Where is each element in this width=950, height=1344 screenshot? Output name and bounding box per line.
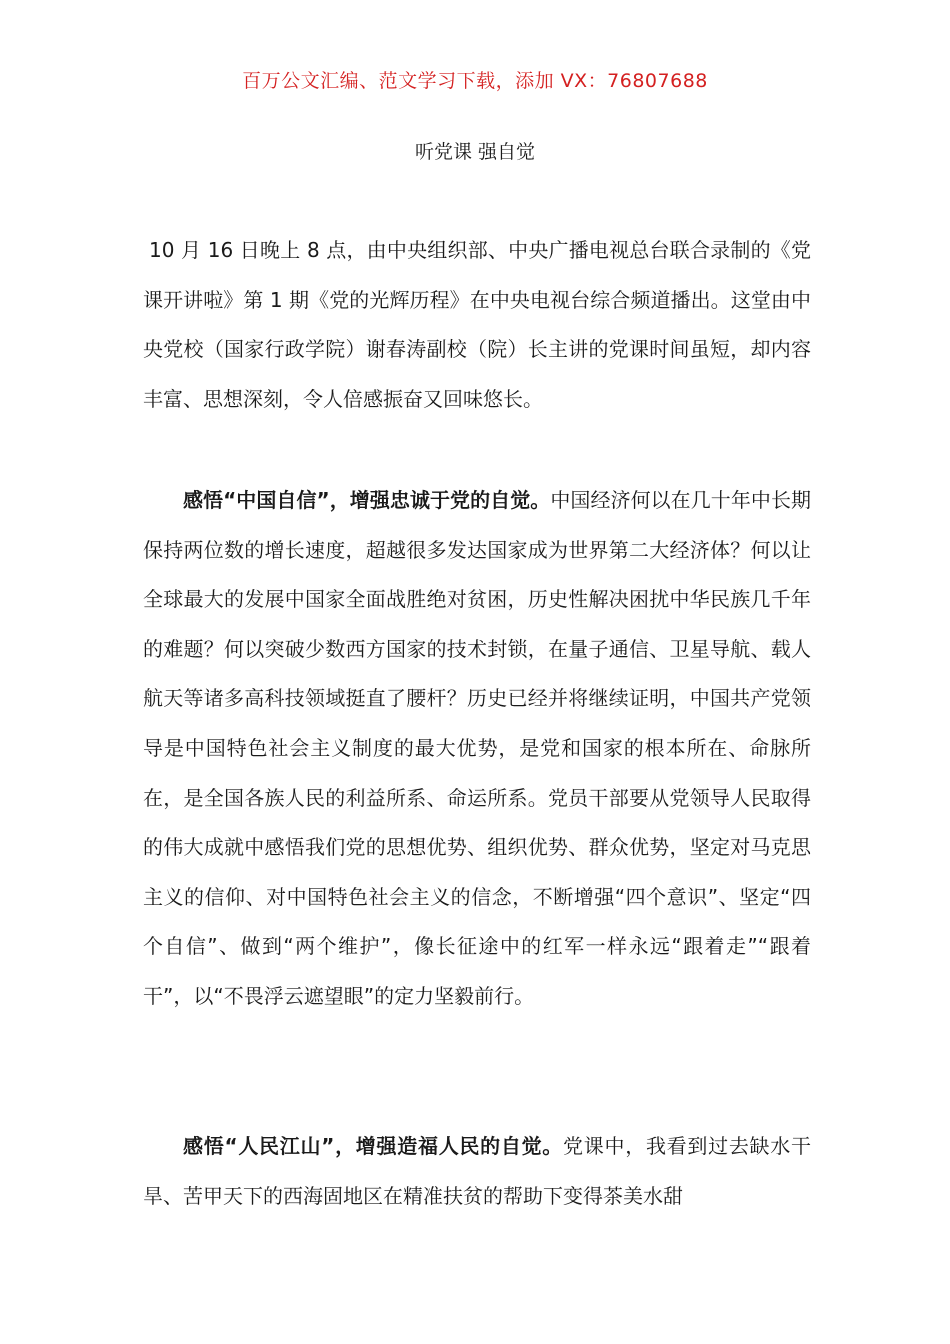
article-title: 听党课 强自觉 bbox=[414, 141, 536, 163]
promo-banner: 百万公文汇编、范文学习下载，添加 VX：76807688 bbox=[242, 70, 708, 92]
paragraph-china-confidence bbox=[143, 476, 811, 1022]
paragraph-lead: 感悟“人民江山”，增强造福人民的自觉。 bbox=[183, 1134, 564, 1158]
paragraph-body: 中国经济何以在几十年中长期保持两位数的增长速度，超越很多发达国家成为世界第二大经济体？何以让全球最大的发展中国家全面战胜绝对贫困，历史性解决困扰中华民族几千年的难题？何以突破少数西方国家的技术封锁，在量子通信、卫星导航、载人航天等诸多高科技领域挺直了腰杆？历史已经并将继续证明，中国共产党领导是中国特色社会主义制度的最大优势，是党和国家的根本所在、命脉所在，是全国各族人民的利益所系、命运所系。党员干部要从党领导人民取得的伟大成就中感悟我们党的思想优势、组织优势、群众优势，坚定对马克思主义的信仰、对中国特色社会主义的信念，不断增强“四个意识”、坚定“四个自信”、做到“两个维护”，像长征途中的红军一样永远“跟着走”“跟着干”，以“不畏浮云遮望眼”的定力坚毅前行。 bbox=[143, 488, 812, 1008]
paragraph-body: 党课中，我看到过去缺水干旱、苦甲天下的西海固地区在精准扶贫的帮助下变得茶美水甜 bbox=[143, 1134, 812, 1208]
paragraph-intro-text: 10 月 16 日晚上 8 点，由中央组织部、中央广播电视总台联合录制的《党课开讲啦》第 1 期《党的光辉历程》在中央电视台综合频道播出。这堂由中央党校（国家行政学院）谢春涛副校（院）长主讲的党课时间虽短，却内容丰富、思想深刻，令人倍感振奋又回味悠长。 bbox=[143, 238, 811, 411]
paragraph-people-country bbox=[143, 1122, 811, 1221]
paragraph-intro bbox=[143, 226, 811, 424]
paragraph-lead: 感悟“中国自信”，增强忠诚于党的自觉。 bbox=[183, 488, 551, 512]
